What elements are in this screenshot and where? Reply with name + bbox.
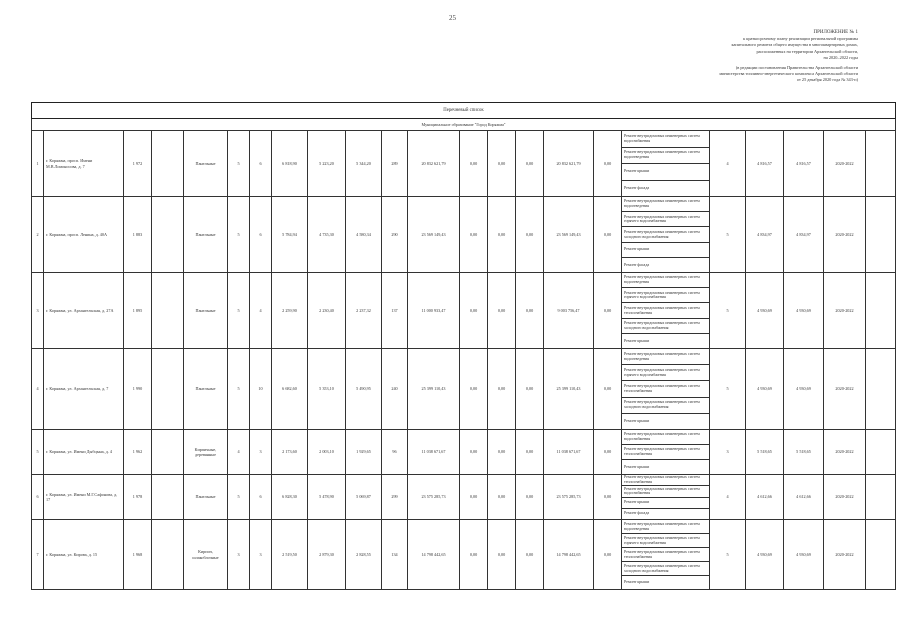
table-row [32, 131, 896, 197]
appendix-line: на 2020–2022 годы [823, 54, 858, 60]
fund-federal: 0,00 [460, 273, 488, 349]
unit-cost: 4 930,69 [746, 349, 784, 430]
fund-owners: 23 575 285,73 [544, 475, 594, 520]
fund-owners: 11 038 671,67 [544, 430, 594, 475]
entrances: 6 [250, 131, 272, 197]
row-number: 3 [32, 273, 44, 349]
year-built: 1 962 [124, 430, 152, 475]
entrances: 6 [250, 197, 272, 273]
empty-cell [866, 349, 896, 430]
work-item: Ремонт внутридомовых инженерных систем водоснабжения [622, 131, 709, 148]
total-cost: 11 038 671,67 [408, 430, 460, 475]
work-item: Ремонт внутридомовых инженерных систем теплоснабжения [622, 303, 709, 318]
work-item: Ремонт внутридомовых инженерных систем теплоснабжения [622, 548, 709, 562]
works-count: 5 [710, 197, 746, 273]
empty-cell [866, 273, 896, 349]
work-item: Ремонт внутридомовых инженерных систем водоотведения [622, 197, 709, 212]
residents: 134 [382, 520, 408, 590]
fund-local: 0,00 [516, 520, 544, 590]
section-title: Перечневый список [32, 103, 896, 119]
work-item: Ремонт фасада [624, 184, 650, 190]
unit-cost: 4 612,66 [746, 475, 784, 520]
unit-cost-limit: 4 930,69 [784, 349, 824, 430]
fund-local: 0,00 [516, 197, 544, 273]
work-item: Ремонт внутридомовых инженерных систем теплоснабжения [622, 445, 709, 460]
floors: 5 [228, 131, 250, 197]
work-item: Ремонт крыши [624, 337, 650, 343]
residential-area: 4 735,30 [308, 197, 346, 273]
table-row [32, 520, 896, 590]
fund-regional: 0,00 [488, 349, 516, 430]
empty-cell [866, 430, 896, 475]
total-cost: 23 575 285,73 [408, 475, 460, 520]
edition-note-line: (в редакции постановления Правительства Архангельской области [735, 65, 858, 71]
residential-area: 2 003,10 [308, 430, 346, 475]
municipality-row [32, 119, 896, 131]
works-count: 3 [710, 430, 746, 475]
total-area: 6 818,90 [272, 131, 308, 197]
residential-area: 5 353,10 [308, 349, 346, 430]
floors: 5 [228, 273, 250, 349]
floors: 5 [228, 475, 250, 520]
total-area: 5 784,94 [272, 197, 308, 273]
wall-material: Панельные [184, 131, 228, 197]
wall-material: Панельные [184, 349, 228, 430]
row-number: 1 [32, 131, 44, 197]
fund-local: 0,00 [516, 131, 544, 197]
unit-cost-limit: 4 834,97 [784, 197, 824, 273]
fund-other: 0,00 [594, 273, 622, 349]
empty-cell [866, 197, 896, 273]
residential-area: 2 879,30 [308, 520, 346, 590]
work-item: Ремонт внутридомовых инженерных систем холодного водоснабжения [622, 227, 709, 242]
work-item: Ремонт внутридомовых инженерных систем горячего водоснабжения [622, 212, 709, 227]
table-row [32, 349, 896, 430]
fund-regional: 0,00 [488, 131, 516, 197]
fund-regional: 0,00 [488, 197, 516, 273]
fund-regional: 0,00 [488, 430, 516, 475]
address: г. Коряжма, ул. Имени М.Г.Сафонова, д. 17 [44, 475, 124, 520]
empty-cell [152, 197, 184, 273]
edition-note-line: министерства топливно-энергетического комплекса Архангельской области [719, 71, 858, 77]
fund-federal: 0,00 [460, 475, 488, 520]
unit-cost: 5 518,65 [746, 430, 784, 475]
entrances: 4 [250, 273, 272, 349]
owned-area: 2 237,32 [346, 273, 382, 349]
works-count: 4 [710, 475, 746, 520]
planned-period: 2020-2022 [824, 349, 866, 430]
total-cost: 25 399 110,43 [408, 349, 460, 430]
fund-other: 0,00 [594, 520, 622, 590]
fund-federal: 0,00 [460, 197, 488, 273]
fund-owners: 23 569 149,43 [544, 197, 594, 273]
table-row [32, 273, 896, 349]
planned-period: 2020-2022 [824, 131, 866, 197]
residents: 290 [382, 197, 408, 273]
unit-cost: 4 930,69 [746, 520, 784, 590]
section-title-row [32, 103, 896, 119]
works-list [622, 475, 710, 520]
year-built: 1 895 [124, 273, 152, 349]
fund-regional: 0,00 [488, 520, 516, 590]
works-list [622, 520, 710, 590]
works-list [622, 349, 710, 430]
year-built: 1 968 [124, 520, 152, 590]
address: г. Коряжма, просп. Ленина, д. 40А [44, 197, 124, 273]
address: г. Коряжма, просп. Имени М.В.Ломоносова, д. 7 [44, 131, 124, 197]
unit-cost: 4 816,57 [746, 131, 784, 197]
work-item: Ремонт крыши [624, 463, 650, 469]
row-number: 7 [32, 520, 44, 590]
floors: 5 [228, 197, 250, 273]
unit-cost-limit: 5 518,65 [784, 430, 824, 475]
planned-period: 2020-2022 [824, 273, 866, 349]
work-item: Ремонт крыши [622, 164, 709, 181]
year-built: 1 972 [124, 131, 152, 197]
empty-cell [866, 131, 896, 197]
fund-local: 0,00 [516, 475, 544, 520]
works-list [622, 197, 710, 273]
wall-material: Панельные [184, 273, 228, 349]
total-cost: 14 798 442,65 [408, 520, 460, 590]
row-number: 2 [32, 197, 44, 273]
entrances: 6 [250, 475, 272, 520]
table-row [32, 197, 896, 273]
floors: 5 [228, 349, 250, 430]
unit-cost: 4 930,69 [746, 273, 784, 349]
work-item: Ремонт внутридомовых инженерных систем теплоснабжения [622, 381, 709, 397]
fund-owners: 20 832 621,79 [544, 131, 594, 197]
work-item: Ремонт внутридомовых инженерных систем горячего водоснабжения [622, 534, 709, 548]
works-list [622, 430, 710, 475]
total-cost: 11 000 933,47 [408, 273, 460, 349]
total-cost: 20 832 621,79 [408, 131, 460, 197]
residents: 96 [382, 430, 408, 475]
page-number: 25 [449, 14, 456, 22]
wall-material: Панельные [184, 475, 228, 520]
fund-owners: 25 399 110,43 [544, 349, 594, 430]
floors: 4 [228, 430, 250, 475]
edition-note-line: от 25 декабря 2020 года № 343-п) [796, 77, 858, 83]
fund-other: 0,00 [594, 349, 622, 430]
empty-cell [152, 475, 184, 520]
owned-area: 5 344,20 [346, 131, 382, 197]
work-item: Ремонт внутридомовых инженерных систем горячего водоснабжения [622, 365, 709, 381]
works-count: 5 [710, 273, 746, 349]
empty-cell [152, 273, 184, 349]
fund-regional: 0,00 [488, 475, 516, 520]
works-list [622, 131, 710, 197]
fund-federal: 0,00 [460, 430, 488, 475]
fund-other: 0,00 [594, 430, 622, 475]
entrances: 3 [250, 520, 272, 590]
row-number: 4 [32, 349, 44, 430]
unit-cost-limit: 4 816,57 [784, 131, 824, 197]
work-item: Ремонт внутридомовых инженерных систем холодного водоснабжения [622, 398, 709, 414]
total-cost: 23 569 149,43 [408, 197, 460, 273]
work-item: Ремонт внутридомовых инженерных систем водоснабжения [622, 430, 709, 445]
unit-cost-limit: 4 612,66 [784, 475, 824, 520]
empty-cell [152, 430, 184, 475]
unit-cost-limit: 4 930,69 [784, 520, 824, 590]
entrances: 3 [250, 430, 272, 475]
owned-area: 1 929,65 [346, 430, 382, 475]
work-item: Ремонт фасада [624, 261, 650, 267]
total-area: 6 682,60 [272, 349, 308, 430]
fund-owners: 14 798 442,65 [544, 520, 594, 590]
municipality-title: Муниципальное образование "Город Коряжма" [32, 119, 896, 131]
fund-local: 0,00 [516, 430, 544, 475]
fund-other: 0,00 [594, 197, 622, 273]
table-row [32, 475, 896, 520]
empty-cell [152, 131, 184, 197]
unit-cost-limit: 4 930,69 [784, 273, 824, 349]
empty-cell [152, 349, 184, 430]
wall-material: Панельные [184, 197, 228, 273]
work-item: Ремонт внутридомовых инженерных систем водоотведения [622, 273, 709, 288]
owned-area: 2 828,55 [346, 520, 382, 590]
residents: 289 [382, 131, 408, 197]
work-item: Ремонт внутридомовых инженерных систем холодного водоснабжения [622, 562, 709, 576]
work-item: Ремонт внутридомовых инженерных систем водоотведения [622, 520, 709, 534]
fund-local: 0,00 [516, 273, 544, 349]
fund-other: 0,00 [594, 131, 622, 197]
appendix-line: расположенных на территории Архангельской области, [756, 48, 858, 54]
work-item: Ремонт крыши [622, 498, 709, 509]
work-item: Ремонт внутридомовых инженерных систем водоотведения [622, 148, 709, 165]
work-item: Ремонт внутридомовых инженерных систем водоотведения [622, 349, 709, 365]
appendix-header [608, 30, 858, 84]
empty-cell [152, 520, 184, 590]
fund-local: 0,00 [516, 349, 544, 430]
year-built: 1 883 [124, 197, 152, 273]
owned-area: 5 490,95 [346, 349, 382, 430]
repair-list-table [31, 102, 896, 590]
year-built: 1 990 [124, 349, 152, 430]
table-row [32, 430, 896, 475]
row-number: 5 [32, 430, 44, 475]
year-built: 1 978 [124, 475, 152, 520]
residential-area: 2 230,40 [308, 273, 346, 349]
wall-material: Кирпич, шлакоблочные [184, 520, 228, 590]
address: г. Коряжма, ул. Архангельская, д. 27А [44, 273, 124, 349]
residential-area: 5 223,20 [308, 131, 346, 197]
planned-period: 2020-2022 [824, 520, 866, 590]
empty-cell [866, 475, 896, 520]
address: г. Коряжма, ул. Имени Дыбцына, д. 4 [44, 430, 124, 475]
planned-period: 2020-2022 [824, 430, 866, 475]
work-item: Ремонт фасада [624, 510, 650, 516]
works-list [622, 273, 710, 349]
entrances: 10 [250, 349, 272, 430]
fund-federal: 0,00 [460, 520, 488, 590]
total-area: 2 519,50 [272, 520, 308, 590]
planned-period: 2020-2022 [824, 197, 866, 273]
appendix-line: к краткосрочному плану реализации региональной программы [743, 36, 858, 42]
work-item: Ремонт крыши [624, 418, 650, 424]
owned-area: 5 069,87 [346, 475, 382, 520]
appendix-line: капитального ремонта общего имущества в многоквартирных домах, [731, 42, 858, 48]
fund-owners: 9 003 756,47 [544, 273, 594, 349]
residents: 137 [382, 273, 408, 349]
wall-material: Кирпичные, деревянные [184, 430, 228, 475]
work-item: Ремонт внутридомовых инженерных систем холодного водоснабжения [622, 319, 709, 334]
works-count: 5 [710, 520, 746, 590]
unit-cost: 4 834,97 [746, 197, 784, 273]
planned-period: 2020-2022 [824, 475, 866, 520]
owned-area: 4 580,34 [346, 197, 382, 273]
work-item: Ремонт внутридомовых инженерных систем теплоснабжения [622, 475, 709, 486]
work-item: Ремонт крыши [624, 579, 650, 585]
works-count: 4 [710, 131, 746, 197]
total-area: 2 259,90 [272, 273, 308, 349]
appendix-title: ПРИЛОЖЕНИЕ № 1 [813, 30, 858, 35]
address: г. Коряжма, ул. Архангельская, д. 7 [44, 349, 124, 430]
residents: 299 [382, 475, 408, 520]
work-item: Ремонт крыши [622, 243, 709, 258]
fund-federal: 0,00 [460, 131, 488, 197]
total-area: 2 173,60 [272, 430, 308, 475]
work-item: Ремонт внутридомовых инженерных систем горячего водоснабжения [622, 288, 709, 303]
total-area: 6 828,30 [272, 475, 308, 520]
empty-cell [866, 520, 896, 590]
works-count: 5 [710, 349, 746, 430]
floors: 3 [228, 520, 250, 590]
fund-other: 0,00 [594, 475, 622, 520]
fund-federal: 0,00 [460, 349, 488, 430]
residential-area: 5 478,90 [308, 475, 346, 520]
fund-regional: 0,00 [488, 273, 516, 349]
row-number: 6 [32, 475, 44, 520]
address: г. Коряжма, ул. Кирова, д. 15 [44, 520, 124, 590]
work-item: Ремонт внутридомовых инженерных систем водоснабжения [622, 486, 709, 497]
residents: 240 [382, 349, 408, 430]
